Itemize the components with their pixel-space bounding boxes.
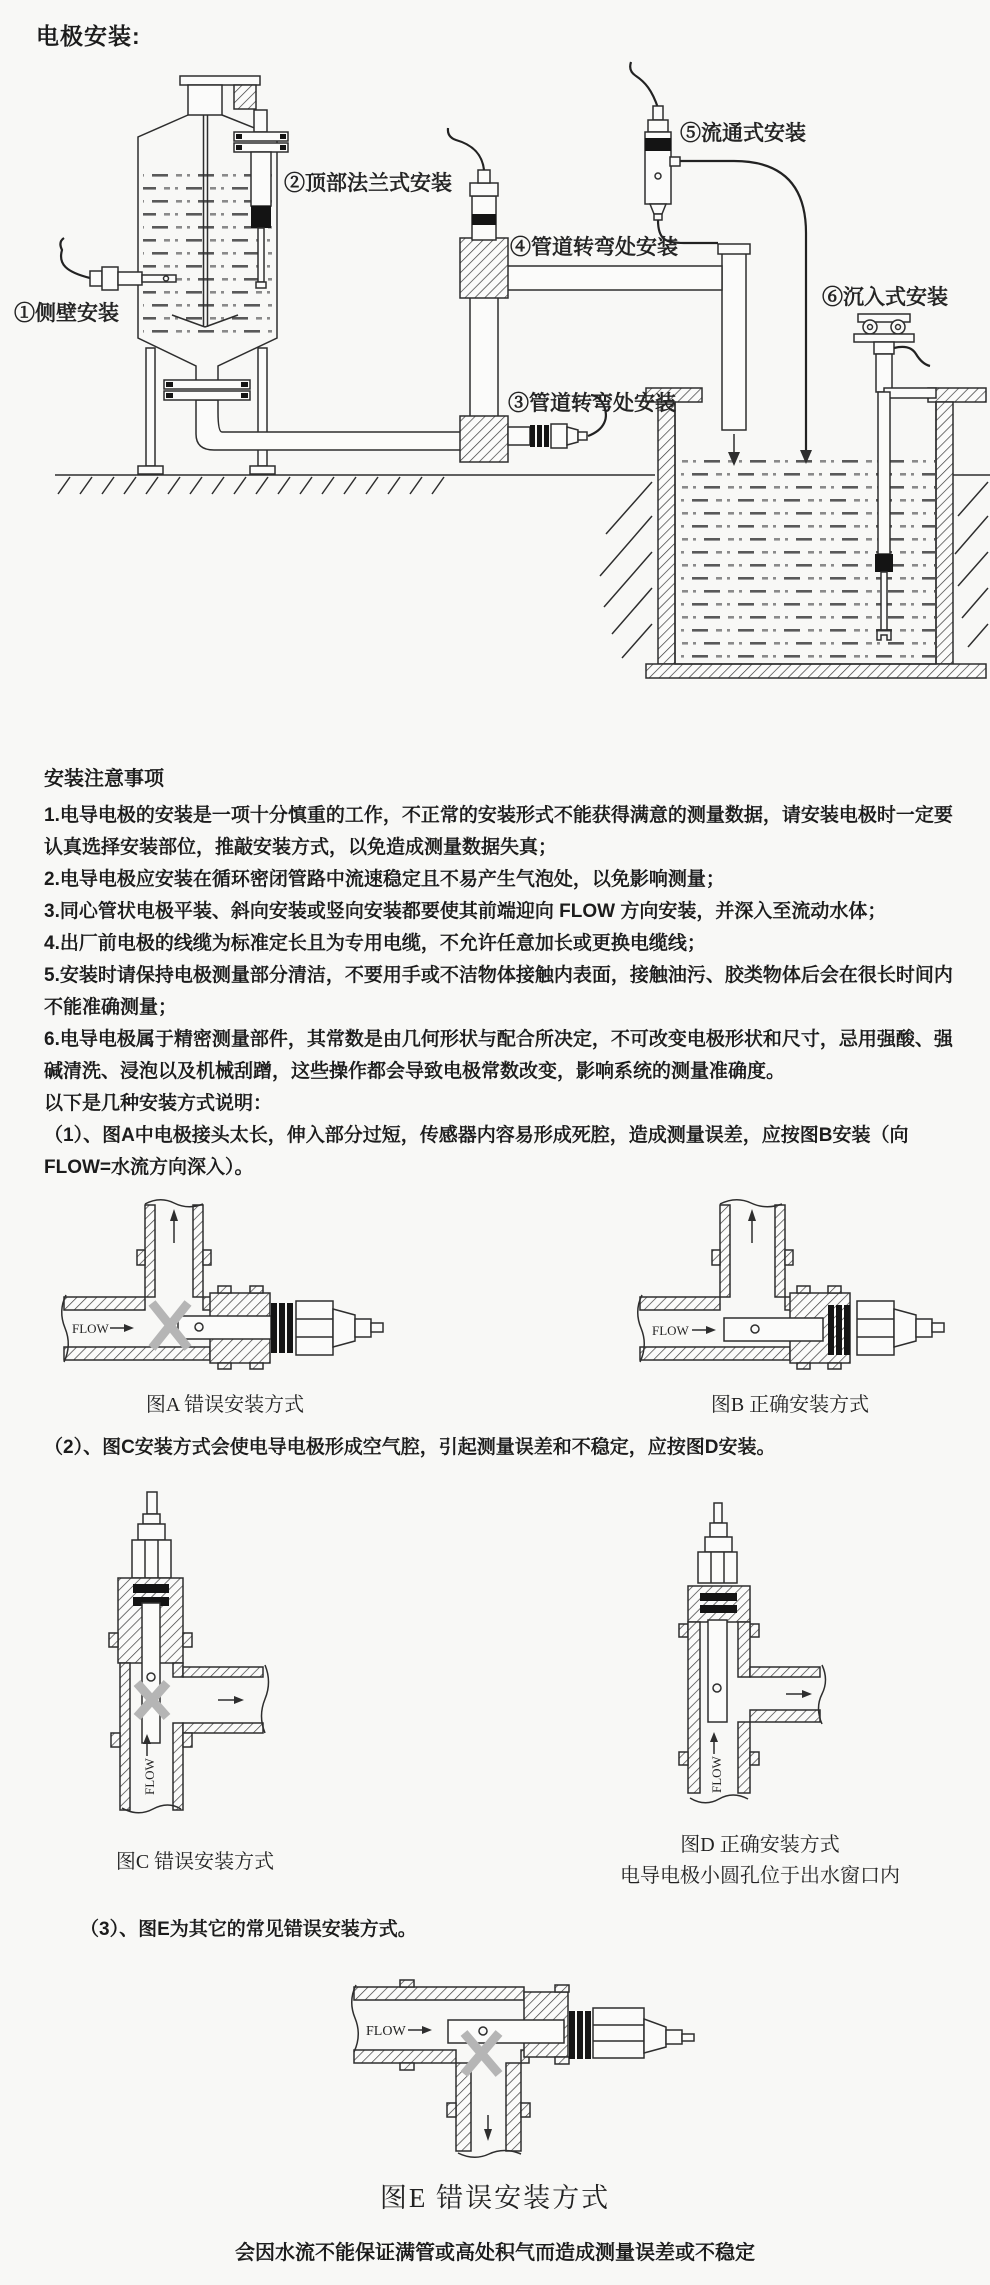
electrode-pipe-bend-high	[448, 128, 498, 240]
figure-c-caption: 图C 错误安装方式	[115, 1851, 275, 1873]
section-heading: 安装注意事项	[44, 768, 164, 790]
pool-water	[676, 458, 935, 662]
tee-lower	[460, 416, 508, 462]
figure-c-wrong-install	[70, 1490, 320, 1825]
figure-d-caption-line2: 电导电极小圆孔位于出水窗口内	[620, 1865, 900, 1887]
figure-b-correct-install	[600, 1195, 960, 1370]
explanation-1: （1）、图A中电极接头太长，伸入部分过短，传感器内容易形成死腔，造成测量误差，应按图B安装（向FLOW=水流方向深入）。	[44, 1125, 909, 1178]
page-title: 电极安装:	[36, 23, 141, 49]
label-submersion: ⑥沉入式安装	[822, 286, 948, 309]
explanation-2: （2）、图C安装方式会使电导电极形成空气腔，引起测量误差和不稳定，应按图D安装。	[44, 1437, 776, 1458]
methods-intro: 以下是几种安装方式说明：	[44, 1093, 273, 1114]
note-item-3: 3.同心管状电极平装、斜向安装或竖向安装都要使其前端迎向 FLOW 方向安装，并深入至流动水体；	[44, 901, 887, 922]
pipe-wall-left	[120, 1663, 130, 1810]
label-top-flange: ②顶部法兰式安装	[284, 172, 452, 195]
note-item-5: 5.安装时请保持电极测量部分清洁，不要用手或不洁物体接触内表面，接触油污、胶类物体后会在很长时间内不能准确测量；	[44, 965, 953, 1018]
figure-d-caption-line1: 图D 正确安装方式	[680, 1834, 840, 1856]
down-pipe	[722, 252, 746, 430]
branch-up	[712, 1200, 793, 1297]
label-pipe-bend-low: ③管道转弯处安装	[508, 392, 676, 415]
electrode-head	[132, 1492, 171, 1578]
tee-upper	[460, 238, 508, 298]
branch-right	[750, 1665, 826, 1724]
label-pipe-bend-high: ④管道转弯处安装	[510, 236, 678, 259]
flow-label: FLOW	[142, 1758, 157, 1795]
explanation-3: （3）、图E为其它的常见错误安装方式。	[80, 1919, 417, 1940]
figure-e-wrong-install	[340, 1975, 780, 2170]
pipe-wall-left	[688, 1622, 700, 1793]
tank-top-plate	[180, 76, 260, 85]
figure-d-correct-install	[640, 1490, 940, 1820]
upper-pipe	[498, 266, 722, 290]
riser-pipe	[470, 294, 498, 422]
flow-label: FLOW	[366, 2024, 406, 2039]
label-flow-through: ⑤流通式安装	[680, 122, 806, 145]
branch-right	[183, 1665, 269, 1733]
footer-note: 会因水流不能保证满管或高处积气而造成测量误差或不稳定	[235, 2242, 755, 2264]
note-item-1: 1.电导电极的安装是一项十分慎重的工作，不正常的安装形式不能获得满意的测量数据，请安装电极时一定要认真选择安装部位，推敲安装方式，以免造成测量数据失真；	[44, 805, 953, 858]
bottom-pipe	[196, 400, 462, 450]
flow-label: FLOW	[652, 1323, 689, 1338]
electrode-head	[698, 1503, 737, 1583]
figure-d-caption	[610, 1830, 910, 1892]
motor-coupling	[234, 85, 256, 109]
installation-diagram	[0, 50, 990, 700]
tank-neck	[188, 85, 222, 115]
flow-label: FLOW	[72, 1321, 109, 1336]
figure-e-caption: 图E 错误安装方式	[379, 2183, 611, 2213]
label-sidewall: ①侧壁安装	[14, 302, 119, 325]
gland-fitting	[688, 1586, 750, 1622]
branch-down	[447, 2063, 530, 2157]
note-item-2: 2.电导电极应安装在循环密闭管路中流速稳定且不易产生气泡处，以免影响测量；	[44, 869, 725, 890]
note-item-4: 4.出厂前电极的线缆为标准定长且为专用电缆，不允许任意加长或更换电缆线；	[44, 933, 706, 954]
installation-notes	[44, 800, 956, 1184]
note-item-6: 6.电导电极属于精密测量部件，其常数是由几何形状与配合所决定，不可改变电极形状和尺寸，忌用强酸、强碱清洗、浸泡以及机械刮蹭，这些操作都会导致电极常数改变，影响系统的测量准确度。	[44, 1029, 953, 1082]
down-pipe-cap	[718, 244, 750, 254]
branch-up	[137, 1200, 211, 1297]
figure-b-caption: 图B 正确安装方式	[710, 1394, 870, 1416]
electrode-tube	[708, 1620, 727, 1722]
figure-a-wrong-install	[50, 1195, 390, 1370]
bottom-flange	[164, 380, 250, 400]
flow-label: FLOW	[709, 1756, 724, 1793]
figure-a-caption: 图A 错误安装方式	[145, 1394, 305, 1416]
settling-pool	[646, 388, 986, 678]
